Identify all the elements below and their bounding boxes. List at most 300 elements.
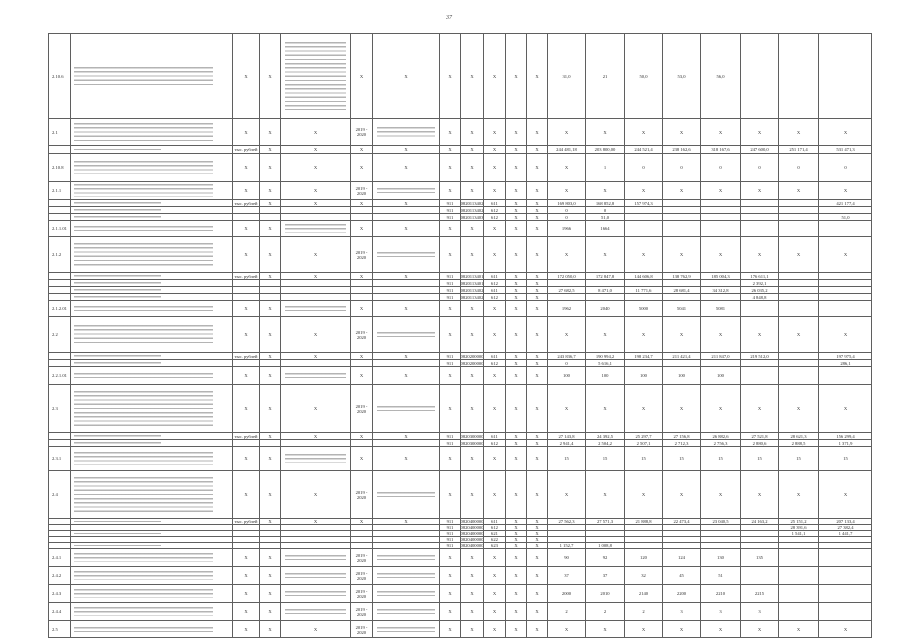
illegible-text [74,521,161,522]
budget-code-cell [460,366,483,384]
value-cell [700,439,740,446]
table-cell [232,199,259,206]
budget-code-cell [505,620,526,638]
cell-value: X [268,165,272,170]
cell-value: X [535,360,539,366]
cell-value: X [718,129,723,135]
executor-cell [372,584,439,602]
value-cell [778,602,818,620]
value-cell [778,199,818,206]
budget-code-cell [439,602,460,620]
value-cell [700,316,740,352]
cell-value: X [244,627,248,632]
value-cell [818,199,872,206]
cell-value: X [470,555,474,560]
budget-code-cell [526,548,547,566]
value-cell [662,199,700,206]
budget-code-cell [505,366,526,384]
table-cell [232,439,259,446]
cell-value: 2019 - 2020 [355,606,368,617]
cell-value: X [404,433,408,439]
value-cell [700,359,740,366]
cell-value: X [514,252,518,257]
illegible-text [74,282,161,283]
budget-code-cell [460,181,483,199]
value-cell [740,236,778,272]
budget-code-cell [460,118,483,145]
cell-value: 2019 - 2020 [355,489,368,500]
cell-value: 5 616,1 [598,360,612,366]
table-cell [280,352,350,359]
cell-value: X [313,129,318,135]
budget-code-cell [439,293,460,300]
cell-value: 0820113401 [460,280,483,286]
cell-value: X [564,129,569,135]
budget-code-cell [505,236,526,272]
table-row [48,272,872,279]
cell-value: 27 682,5 [558,287,575,293]
value-cell [624,316,662,352]
value-cell [740,432,778,439]
cell-value: 612 [491,440,498,446]
cell-value: 2.4.3 [52,591,62,596]
value-cell [700,432,740,439]
value-cell [700,548,740,566]
illegible-text [74,607,213,617]
item-name-cell [70,236,232,272]
table-row [48,384,872,432]
budget-code-cell [460,446,483,470]
cell-value: X [244,406,248,411]
cell-value: 2.3 [52,406,58,411]
value-cell [778,293,818,300]
value-cell [700,153,740,181]
table-cell [259,439,280,446]
cell-value: X [244,73,248,79]
value-cell [818,384,872,432]
cell-value: X [404,373,408,378]
budget-code-cell [526,118,547,145]
table-cell [280,566,350,584]
cell-value: X [514,353,518,359]
executor-cell [372,439,439,446]
illegible-text [74,325,213,343]
cell-value: X [564,165,569,170]
cell-value: X [535,165,539,170]
budget-code-cell [526,602,547,620]
value-cell [818,300,872,316]
cell-value: 531 471,3 [836,147,855,152]
executor-cell [372,118,439,145]
illegible-text [377,492,435,498]
cell-value: X [535,543,539,548]
cell-value: 247 600,0 [750,147,769,152]
value-cell [662,118,700,145]
budget-code-cell [439,236,460,272]
value-cell [547,359,585,366]
value-cell [700,384,740,432]
cell-value: X [359,73,364,79]
cell-value: X [448,73,452,79]
cell-value: 100 [717,373,724,378]
cell-value: 51,0 [600,214,610,220]
value-cell [818,236,872,272]
item-name-cell [70,293,232,300]
value-cell [700,446,740,470]
value-cell [585,206,624,213]
value-cell [778,366,818,384]
value-cell [624,470,662,518]
table-cell [259,316,280,352]
value-cell [624,446,662,470]
budget-code-cell [483,566,505,584]
value-cell [662,213,700,220]
cell-value: X [514,306,518,311]
table-row [48,236,872,272]
cell-value: X [603,129,607,135]
cell-value: X [535,573,539,578]
cell-value: 172 050,0 [557,273,576,279]
value-cell [662,439,700,446]
cell-value: 120 [640,555,647,560]
cell-value: 611 [491,433,498,439]
budget-code-cell [460,602,483,620]
period-cell [350,300,372,316]
cell-value: X [313,200,318,206]
value-cell [585,272,624,279]
period-cell [350,446,372,470]
value-cell [818,286,872,293]
cell-value: X [268,456,272,461]
cell-value: 2 712,3 [674,440,689,446]
value-cell [700,352,740,359]
value-cell [585,236,624,272]
value-cell [547,181,585,199]
row-number-cell [48,584,70,602]
cell-value: 15 [564,456,569,461]
cell-value: 2.2.1.01 [52,373,67,378]
cell-value: X [359,373,364,378]
cell-value: 15 [796,456,801,461]
cell-value: X [718,406,723,411]
cell-value: X [492,456,497,461]
row-number-cell [48,236,70,272]
table-cell [232,366,259,384]
value-cell [700,272,740,279]
table-cell [232,548,259,566]
value-cell [740,366,778,384]
budget-code-cell [505,286,526,293]
cell-value: X [448,591,452,596]
cell-value: X [514,591,518,596]
cell-value: X [603,406,607,411]
value-cell [740,439,778,446]
value-cell [662,145,700,153]
cell-value: X [470,188,474,193]
value-cell [624,236,662,272]
cell-value: X [641,406,646,411]
table-cell [280,181,350,199]
cell-value: 21 [602,73,608,79]
cell-value: X [404,165,408,170]
cell-value: X [564,627,569,632]
executor-cell [372,432,439,439]
illegible-text [74,67,213,85]
cell-value: X [404,353,408,359]
cell-value: 4 848,8 [752,294,767,300]
cell-value: X [470,456,474,461]
value-cell [547,620,585,638]
cell-value: 0820113402 [460,200,483,206]
value-cell [662,293,700,300]
budget-code-cell [526,145,547,153]
cell-value: X [359,456,364,461]
value-cell [662,181,700,199]
value-cell [624,293,662,300]
budget-code-cell [439,181,460,199]
value-cell [585,584,624,602]
illegible-text [285,609,346,615]
cell-value: 2019 - 2020 [355,570,368,581]
budget-code-cell [526,432,547,439]
budget-code-cell [505,566,526,584]
cell-value: X [244,252,248,257]
item-name-cell [70,181,232,199]
value-cell [585,279,624,286]
item-name-cell [70,145,232,153]
cell-value: X [535,129,539,135]
cell-value: X [564,252,569,257]
cell-value: X [535,200,539,206]
cell-value: X [514,207,518,213]
cell-value: X [244,492,248,497]
cell-value: 28 391,6 [790,525,807,530]
cell-value: 27 562,3 [558,519,575,524]
executor-cell [372,359,439,366]
budget-code-cell [460,286,483,293]
cell-value: X [641,252,646,257]
value-cell [700,213,740,220]
cell-value: 0 [603,207,607,213]
value-cell [547,566,585,584]
cell-value: X [448,332,452,337]
cell-value: 0820113403 [460,214,483,220]
illegible-text [74,545,161,546]
value-cell [585,384,624,432]
cell-value: X [679,492,684,497]
cell-value: X [470,373,474,378]
row-number-cell [48,293,70,300]
budget-code-cell [439,446,460,470]
cell-value: X [757,188,762,193]
cell-value: 207 133,4 [836,519,855,524]
table-cell [280,33,350,118]
executor-cell [372,366,439,384]
value-cell [740,118,778,145]
item-name-cell [70,470,232,518]
cell-value: X [492,332,497,337]
table-cell [232,566,259,584]
budget-code-cell [483,199,505,206]
budget-code-cell [483,620,505,638]
cell-value: 612 [491,525,498,530]
value-cell [585,118,624,145]
period-cell [350,220,372,236]
table-cell [232,153,259,181]
cell-value: 911 [446,353,454,359]
cell-value: 1 008,8 [598,543,612,548]
value-cell [778,439,818,446]
cell-value: X [268,73,272,79]
cell-value: 3 [680,609,683,614]
value-cell [700,286,740,293]
item-name-cell [70,566,232,584]
table-row [48,145,872,153]
cell-value: 169 803,0 [557,200,576,206]
table-cell [232,470,259,518]
table-cell [232,236,259,272]
cell-value: 5081 [715,306,726,311]
table-cell [259,446,280,470]
table-cell [280,286,350,293]
value-cell [818,352,872,359]
value-cell [624,153,662,181]
table-cell [232,602,259,620]
value-cell [818,359,872,366]
cell-value: 11 771,6 [635,287,652,293]
cell-value: 911 [446,360,454,366]
value-cell [585,366,624,384]
cell-value: X [448,252,452,257]
budget-code-cell [439,286,460,293]
executor-cell [372,220,439,236]
cell-value: 2010 [600,591,610,596]
table-cell [232,118,259,145]
table-cell [232,181,259,199]
cell-value: X [448,555,452,560]
cell-value: X [535,373,539,378]
budget-code-cell [460,206,483,213]
cell-value: тыс. рублей [234,147,258,152]
budget-code-cell [505,602,526,620]
budget-code-cell [460,584,483,602]
value-cell [740,620,778,638]
table-cell [259,470,280,518]
budget-code-cell [439,153,460,181]
row-number-cell [48,153,70,181]
value-cell [700,206,740,213]
cell-value: 2.1.2 [52,252,62,257]
row-number-cell [48,620,70,638]
value-cell [547,145,585,153]
executor-cell [372,566,439,584]
table-cell [280,279,350,286]
budget-code-cell [483,366,505,384]
value-cell [740,33,778,118]
value-cell [624,602,662,620]
cell-value: 244 521,4 [634,147,653,152]
table-cell [259,181,280,199]
value-cell [624,145,662,153]
cell-value: X [757,129,762,135]
cell-value: X [641,627,646,632]
cell-value: X [448,492,452,497]
cell-value: X [796,492,801,497]
cell-value: 0820400000 [460,537,483,542]
value-cell [740,566,778,584]
cell-value: 2 507,1 [636,440,651,446]
table-cell [232,145,259,153]
table-cell [259,286,280,293]
budget-code-cell [439,118,460,145]
budget-code-cell [483,300,505,316]
cell-value: 2019 - 2020 [355,403,368,414]
value-cell [547,316,585,352]
budget-code-cell [505,352,526,359]
table-cell [232,620,259,638]
value-cell [818,272,872,279]
item-name-cell [70,220,232,236]
cell-value: 622 [491,537,498,542]
cell-value: 286,1 [840,360,851,366]
cell-value: X [404,456,408,461]
executor-cell [372,620,439,638]
cell-value: X [514,406,518,411]
cell-value: X [313,165,318,170]
table-cell [232,279,259,286]
value-cell [700,602,740,620]
cell-value: X [514,360,518,366]
cell-value: 0820400000 [460,525,483,530]
cell-value: X [535,531,539,536]
value-cell [585,620,624,638]
value-cell [662,300,700,316]
cell-value: 22 473,4 [673,519,690,524]
illegible-text [285,573,346,579]
cell-value: 135 [756,555,763,560]
budget-code-cell [505,145,526,153]
table-cell [280,620,350,638]
cell-value: 911 [446,207,454,213]
value-cell [624,213,662,220]
cell-value: X [448,573,452,578]
cell-value: 0820300000 [460,433,483,439]
cell-value: 2.10.8 [52,165,64,170]
budget-code-cell [505,446,526,470]
cell-value: X [564,406,569,411]
cell-value: X [244,591,248,596]
value-cell [818,145,872,153]
cell-value: X [603,188,607,193]
budget-code-cell [505,118,526,145]
illegible-text [74,391,213,426]
row-number-cell [48,566,70,584]
cell-value: 15 [602,456,608,461]
budget-code-cell [439,470,460,518]
value-cell [700,118,740,145]
value-cell [778,220,818,236]
cell-value: X [514,188,518,193]
cell-value: X [679,332,684,337]
illegible-text [74,589,213,599]
cell-value: 2.1 [52,129,58,135]
cell-value: 1966 [561,226,572,231]
value-cell [740,446,778,470]
cell-value: 28 681,4 [673,287,690,293]
value-cell [818,584,872,602]
budget-code-cell [505,548,526,566]
cell-value: 176 611,1 [750,273,769,279]
